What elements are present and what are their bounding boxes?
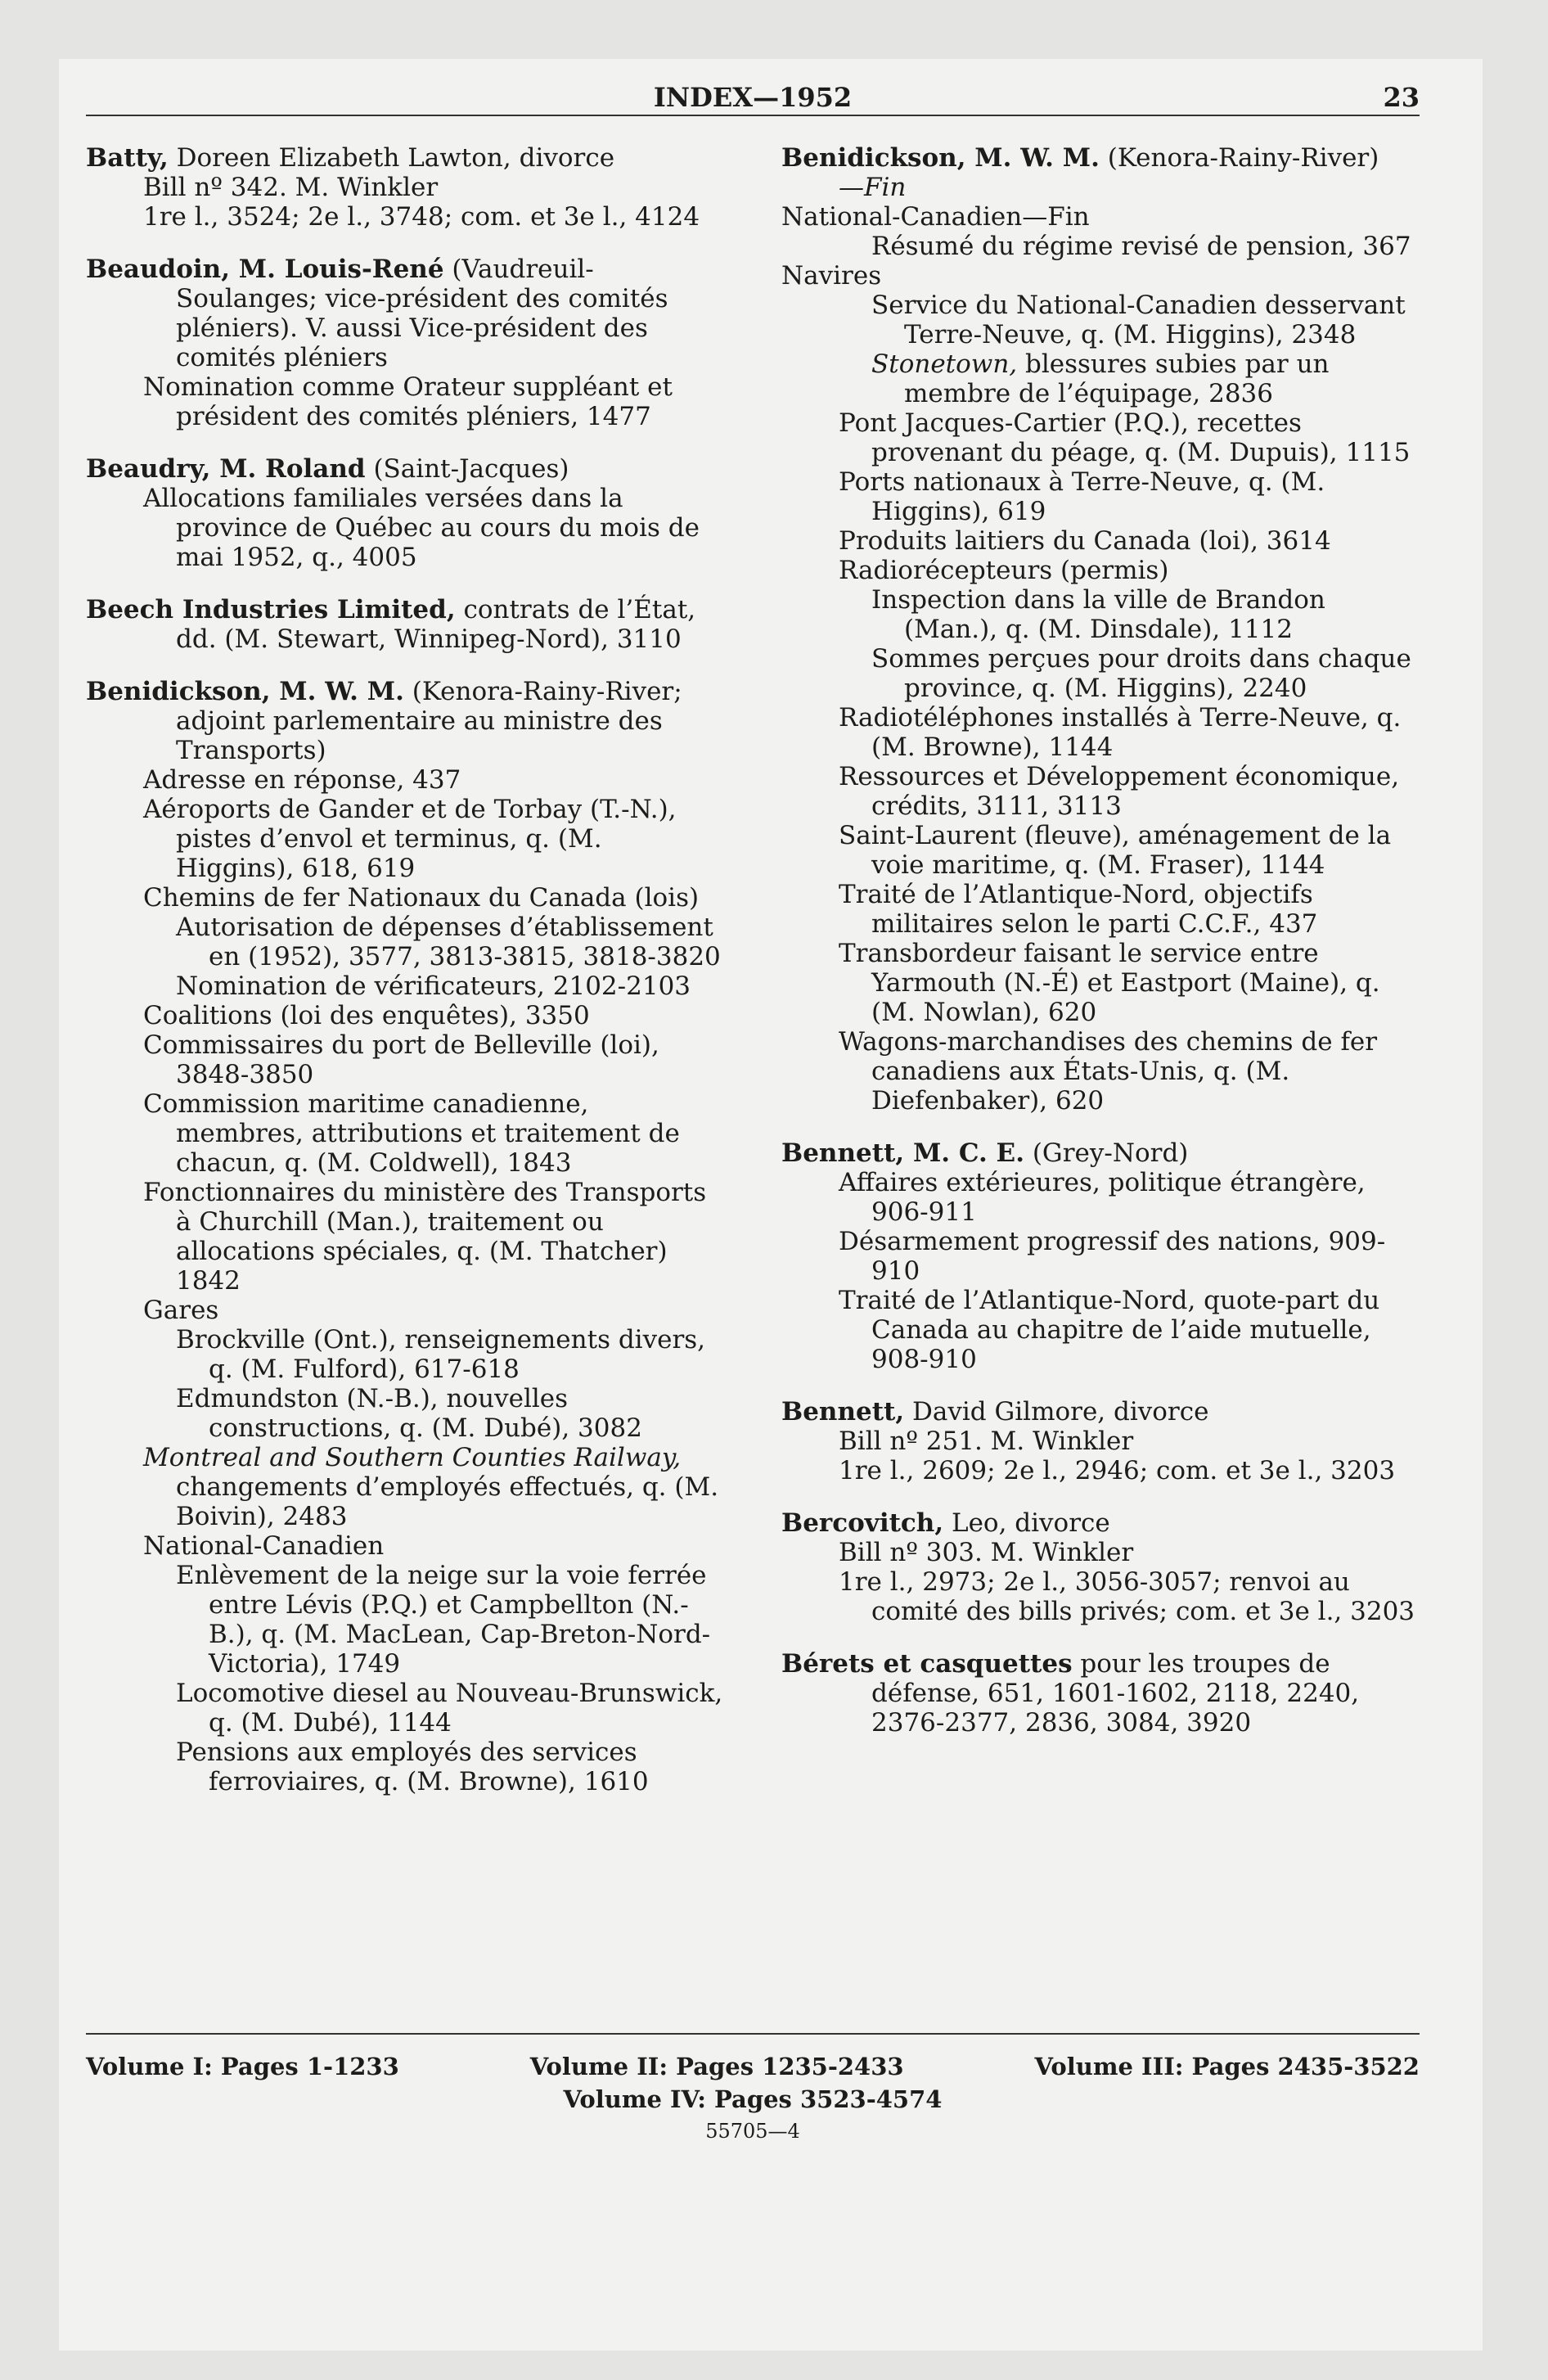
subline-text: Aéroports de Gander et de Torbay (T.-N.), pistes d’envol et terminus, q. (M. Higgins), 618, 619 xyxy=(143,795,677,883)
index-entry xyxy=(86,454,724,572)
entry-subline xyxy=(781,939,1420,1027)
entry-descriptor: David Gilmore, divorce xyxy=(904,1397,1209,1427)
volume-4-range: Volume IV: Pages 3523-4574 xyxy=(563,2085,943,2113)
subline-text: Commissaires du port de Belleville (loi), 3848-3850 xyxy=(143,1030,659,1089)
entry-heading xyxy=(86,143,724,173)
entry-subline xyxy=(86,883,724,913)
entry-name: Bennett, xyxy=(781,1397,905,1427)
entry-name: Bérets et casquettes xyxy=(781,1649,1073,1679)
subline-text: Ressources et Développement économique, crédits, 3111, 3113 xyxy=(839,762,1400,821)
entry-subline xyxy=(781,202,1420,232)
subline-text: Bill nº 251. M. Winkler xyxy=(839,1427,1134,1456)
index-entry xyxy=(86,143,724,232)
entry-subline xyxy=(86,372,724,431)
entry-subline xyxy=(781,880,1420,939)
entry-subline xyxy=(781,526,1420,556)
subline-text: Gares xyxy=(143,1296,219,1325)
subline-text: Navires xyxy=(781,261,882,291)
entry-name: Beech Industries Limited, xyxy=(86,595,456,624)
subline-text: Désarmement progressif des nations, 909-910 xyxy=(839,1227,1386,1286)
entry-heading xyxy=(781,143,1420,173)
volume-footer xyxy=(86,2050,1420,2116)
subline-text: Adresse en réponse, 437 xyxy=(143,765,461,795)
entry-subline xyxy=(86,1384,724,1443)
subline-text: Brockville (Ont.), renseignements divers, q. (M. Fulford), 617-618 xyxy=(176,1325,706,1384)
subline-text: Ports nationaux à Terre-Neuve, q. (M. Higgins), 619 xyxy=(839,467,1325,526)
entry-name: Batty, xyxy=(86,143,169,173)
entry-descriptor: (Grey-Nord) xyxy=(1024,1138,1189,1168)
entry-subline xyxy=(86,484,724,572)
entry-subline xyxy=(781,467,1420,526)
italic-title: —Fin xyxy=(839,173,907,202)
entry-descriptor: Leo, divorce xyxy=(943,1508,1110,1538)
entry-descriptor: pour les troupes de défense, 651, 1601-1602, 2118, 2240, 2376-2377, 2836, 3084, 3920 xyxy=(871,1649,1360,1738)
entry-subline xyxy=(781,585,1420,644)
index-entry xyxy=(781,1138,1420,1374)
entry-heading xyxy=(86,595,724,654)
entry-heading xyxy=(781,1397,1420,1427)
subline-text: Autorisation de dépenses d’établissement en (1952), 3577, 3813-3815, 3818-3820 xyxy=(176,913,721,971)
index-entry xyxy=(781,1508,1420,1626)
subline-text: Service du National-Canadien desservant Terre-Neuve, q. (M. Higgins), 2348 xyxy=(871,291,1406,349)
subline-text: Radiotéléphones installés à Terre-Neuve, q. (M. Browne), 1144 xyxy=(839,703,1402,762)
entry-subline xyxy=(781,1286,1420,1374)
entry-subline xyxy=(86,1001,724,1030)
subline-text: Radiorécepteurs (permis) xyxy=(839,556,1169,585)
entry-subline xyxy=(781,261,1420,291)
subline-text: Nomination comme Orateur suppléant et président des comités pléniers, 1477 xyxy=(143,372,673,431)
subline-text: Locomotive diesel au Nouveau-Brunswick, q. (M. Dubé), 1144 xyxy=(176,1679,723,1738)
entry-subline xyxy=(781,821,1420,880)
subline-text: Enlèvement de la neige sur la voie ferrée entre Lévis (P.Q.) et Campbellton (N.-B.), q. (M. MacLean, Cap-Breton-Nord-Victoria), 1749 xyxy=(176,1561,711,1679)
entry-heading xyxy=(86,255,724,372)
entry-subline xyxy=(86,1296,724,1325)
entry-subline xyxy=(86,1738,724,1796)
left-column xyxy=(86,143,724,1819)
subline-text: Pensions aux employés des services ferroviaires, q. (M. Browne), 1610 xyxy=(176,1738,649,1796)
subline-text: Nomination de vérificateurs, 2102-2103 xyxy=(176,971,691,1001)
right-column xyxy=(781,143,1420,1760)
subline-text: Pont Jacques-Cartier (P.Q.), recettes provenant du péage, q. (M. Dupuis), 1115 xyxy=(839,408,1411,467)
entry-subline xyxy=(781,1427,1420,1456)
index-entry xyxy=(781,1649,1420,1738)
subline-text: Produits laitiers du Canada (loi), 3614 xyxy=(839,526,1331,556)
subline-text: 1re l., 2609; 2e l., 2946; com. et 3e l., 3203 xyxy=(839,1456,1396,1485)
entry-subline xyxy=(781,349,1420,408)
subline-text: Chemins de fer Nationaux du Canada (lois) xyxy=(143,883,700,913)
entry-subline xyxy=(86,1531,724,1561)
subline-text: Traité de l’Atlantique-Nord, quote-part du Canada au chapitre de l’aide mutuelle, 908-910 xyxy=(839,1286,1380,1374)
entry-descriptor: contrats de l’État, dd. (M. Stewart, Winnipeg-Nord), 3110 xyxy=(176,595,696,654)
footer-rule xyxy=(86,2033,1420,2035)
entry-descriptor: (Vaudreuil-Soulanges; vice-président des comités pléniers). V. aussi Vice-président des comités pléniers xyxy=(176,255,668,372)
page-number: 23 xyxy=(1383,82,1420,113)
entry-subline xyxy=(781,1168,1420,1227)
entry-descriptor: (Kenora-Rainy-River; adjoint parlementaire au ministre des Transports) xyxy=(176,677,682,765)
subline-text: Allocations familiales versées dans la province de Québec au cours du mois de mai 1952, q., 4005 xyxy=(143,484,700,572)
page-header xyxy=(86,82,1420,131)
subline-text: National-Canadien—Fin xyxy=(781,202,1090,232)
entry-heading xyxy=(86,677,724,765)
entry-subline xyxy=(86,202,724,232)
subline-text: National-Canadien xyxy=(143,1531,385,1561)
entry-subline xyxy=(781,291,1420,349)
volume-2-range: Volume II: Pages 1235-2433 xyxy=(529,2053,904,2080)
index-entry xyxy=(781,1397,1420,1485)
italic-title: Stonetown, xyxy=(871,349,1018,379)
entry-subline xyxy=(781,408,1420,467)
entry-subline xyxy=(86,1679,724,1738)
entry-descriptor: Doreen Elizabeth Lawton, divorce xyxy=(168,143,615,173)
subline-text: Edmundston (N.-B.), nouvelles constructions, q. (M. Dubé), 3082 xyxy=(176,1384,642,1443)
entry-subline xyxy=(86,971,724,1001)
subline-text: Affaires extérieures, politique étrangère, 906-911 xyxy=(839,1168,1366,1227)
entry-name: Beaudoin, M. Louis-René xyxy=(86,255,444,284)
index-entry xyxy=(86,255,724,431)
entry-subline xyxy=(86,765,724,795)
entry-subline xyxy=(86,1443,724,1531)
subline-text: Fonctionnaires du ministère des Transports à Churchill (Man.), traitement ou allocations spéciales, q. (M. Thatcher) 1842 xyxy=(143,1178,707,1296)
entry-subline xyxy=(781,703,1420,762)
entry-subline xyxy=(781,232,1420,261)
entry-subline xyxy=(781,644,1420,703)
subline-text: Coalitions (loi des enquêtes), 3350 xyxy=(143,1001,590,1030)
entry-descriptor: (Kenora-Rainy-River) xyxy=(1099,143,1379,173)
index-entry xyxy=(86,595,724,654)
volume-1-range: Volume I: Pages 1-1233 xyxy=(86,2053,399,2080)
subline-text: Wagons-marchandises des chemins de fer canadiens aux États-Unis, q. (M. Diefenbaker), 620 xyxy=(839,1027,1378,1116)
entry-subline xyxy=(781,1456,1420,1485)
entry-heading xyxy=(781,1508,1420,1538)
subline-text: Traité de l’Atlantique-Nord, objectifs militaires selon le parti C.C.F., 437 xyxy=(839,880,1318,939)
imprint-number: 55705—4 xyxy=(705,2120,800,2143)
index-entry xyxy=(86,677,724,1796)
entry-subline xyxy=(781,1538,1420,1567)
running-title: INDEX—1952 xyxy=(653,82,853,113)
italic-title: Montreal and Southern Counties Railway, xyxy=(143,1443,682,1472)
subline-text: Transbordeur faisant le service entre Yarmouth (N.-É) et Eastport (Maine), q. (M. Nowlan), 620 xyxy=(839,939,1380,1027)
index-entry xyxy=(781,143,1420,1116)
entry-name: Benidickson, M. W. M. xyxy=(781,143,1100,173)
entry-subline xyxy=(86,1030,724,1089)
entry-subline xyxy=(86,1178,724,1296)
entry-name: Benidickson, M. W. M. xyxy=(86,677,404,706)
entry-subline xyxy=(781,1227,1420,1286)
entry-subline xyxy=(781,1567,1420,1626)
subline-text: Commission maritime canadienne, membres, attributions et traitement de chacun, q. (M. Coldwell), 1843 xyxy=(143,1089,680,1178)
entry-subline xyxy=(86,1089,724,1178)
subline-text: 1re l., 2973; 2e l., 3056-3057; renvoi au comité des bills privés; com. et 3e l., 3203 xyxy=(839,1567,1415,1626)
subline-text: changements d’employés effectués, q. (M. Boivin), 2483 xyxy=(176,1472,719,1531)
entry-name: Beaudry, M. Roland xyxy=(86,454,366,484)
entry-heading xyxy=(86,454,724,484)
subline-text: Bill nº 342. M. Winkler xyxy=(143,173,439,202)
entry-subline xyxy=(781,556,1420,585)
entry-subline xyxy=(86,795,724,883)
entry-descriptor: (Saint-Jacques) xyxy=(365,454,569,484)
entry-subline xyxy=(86,173,724,202)
header-rule xyxy=(86,115,1420,116)
subline-text: Résumé du régime revisé de pension, 367 xyxy=(871,232,1411,261)
entry-name: Bercovitch, xyxy=(781,1508,944,1538)
entry-subline xyxy=(86,913,724,971)
subline-text: 1re l., 3524; 2e l., 3748; com. et 3e l., 4124 xyxy=(143,202,700,232)
volume-3-range: Volume III: Pages 2435-3522 xyxy=(1034,2053,1420,2080)
subline-text: Inspection dans la ville de Brandon (Man.), q. (M. Dinsdale), 1112 xyxy=(871,585,1325,644)
entry-subline xyxy=(781,173,1420,202)
entry-subline xyxy=(781,762,1420,821)
entry-heading xyxy=(781,1138,1420,1168)
entry-subline xyxy=(86,1561,724,1679)
subline-text: Bill nº 303. M. Winkler xyxy=(839,1538,1134,1567)
subline-text: Saint-Laurent (fleuve), aménagement de la voie maritime, q. (M. Fraser), 1144 xyxy=(839,821,1392,880)
entry-subline xyxy=(781,1027,1420,1116)
entry-name: Bennett, M. C. E. xyxy=(781,1138,1024,1168)
subline-text: Sommes perçues pour droits dans chaque province, q. (M. Higgins), 2240 xyxy=(871,644,1411,703)
subline-text: blessures subies par un membre de l’équipage, 2836 xyxy=(904,349,1330,408)
entry-subline xyxy=(86,1325,724,1384)
entry-heading xyxy=(781,1649,1420,1738)
